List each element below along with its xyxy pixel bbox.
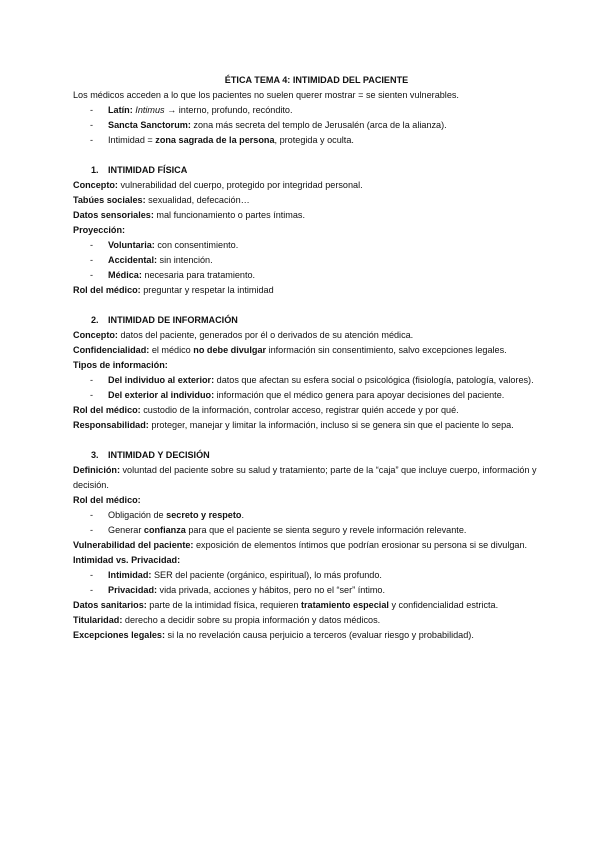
paragraph: Intimidad vs. Privacidad: [73,555,181,565]
paragraph: Responsabilidad: proteger, manejar y limitar la información, incluso si se genera sin que el paciente lo sepa. [73,420,514,430]
document-title: ÉTICA TEMA 4: INTIMIDAD DEL PACIENTE [224,75,409,85]
info-types-list [73,373,560,403]
paragraph: Datos sensoriales: mal funcionamiento o partes íntimas. [73,210,306,220]
paragraph: Proyección: [73,225,126,235]
paragraph: Excepciones legales: si la no revelación causa perjuicio a terceros (evaluar riesgo y probabilidad). [73,630,474,640]
intimacy-privacy-list [73,568,560,598]
section-heading: 2. INTIMIDAD DE INFORMACIÓN [91,315,238,325]
paragraph: Vulnerabilidad del paciente: exposición de elementos íntimos que podrían erosionar su persona si se divulgan. [73,540,528,550]
list-item: - Latín: Intimus → interno, profundo, recóndito. [73,103,560,118]
paragraph: Concepto: datos del paciente, generados por él o derivados de su atención médica. [73,330,414,340]
list-item: - Médica: necesaria para tratamiento. [73,268,560,283]
list-item: - Del exterior al individuo: información que el médico genera para apoyar decisiones del paciente. [73,388,560,403]
list-item: - Privacidad: vida privada, acciones y hábitos, pero no el “ser” íntimo. [73,583,560,598]
paragraph: Rol del médico: custodio de la información, controlar acceso, registrar quién accede y por qué. [73,405,459,415]
list-item: - Sancta Sanctorum: zona más secreta del templo de Jerusalén (arca de la alianza). [73,118,560,133]
section-heading: 3. INTIMIDAD Y DECISIÓN [91,450,210,460]
intro-paragraph: Los médicos acceden a lo que los pacientes no suelen querer mostrar = se sienten vulnerables. [73,90,459,100]
paragraph: Rol del médico: preguntar y respetar la intimidad [73,285,274,295]
list-item: - Del individuo al exterior: datos que afectan su esfera social o psicológica (fisiología, patología, valores). [73,373,560,388]
intro-list [73,103,560,148]
list-item: - Generar confianza para que el paciente se sienta seguro y revele información relevante. [73,523,560,538]
projection-list [73,238,560,283]
list-item: - Intimidad = zona sagrada de la persona, protegida y oculta. [73,133,560,148]
doctor-role-list [73,508,560,538]
paragraph: Concepto: vulnerabilidad del cuerpo, protegido por integridad personal. [73,180,363,190]
paragraph: Tipos de información: [73,360,168,370]
paragraph: Titularidad: derecho a decidir sobre su propia información y datos médicos. [73,615,381,625]
paragraph: Datos sanitarios: parte de la intimidad física, requieren tratamiento especial y confidencialidad estricta. [73,600,499,610]
paragraph: Confidencialidad: el médico no debe divulgar información sin consentimiento, salvo excepciones legales. [73,345,507,355]
list-item: - Voluntaria: con consentimiento. [73,238,560,253]
paragraph: Tabúes sociales: sexualidad, defecación… [73,195,250,205]
list-item: - Accidental: sin intención. [73,253,560,268]
list-item: - Intimidad: SER del paciente (orgánico, espiritual), lo más profundo. [73,568,560,583]
list-item: - Obligación de secreto y respeto. [73,508,560,523]
paragraph: Definición: voluntad del paciente sobre su salud y tratamiento; parte de la “caja” que incluye cuerpo, información y decisión. [73,465,537,490]
section-heading: 1. INTIMIDAD FÍSICA [91,165,188,175]
paragraph: Rol del médico: [73,495,141,505]
